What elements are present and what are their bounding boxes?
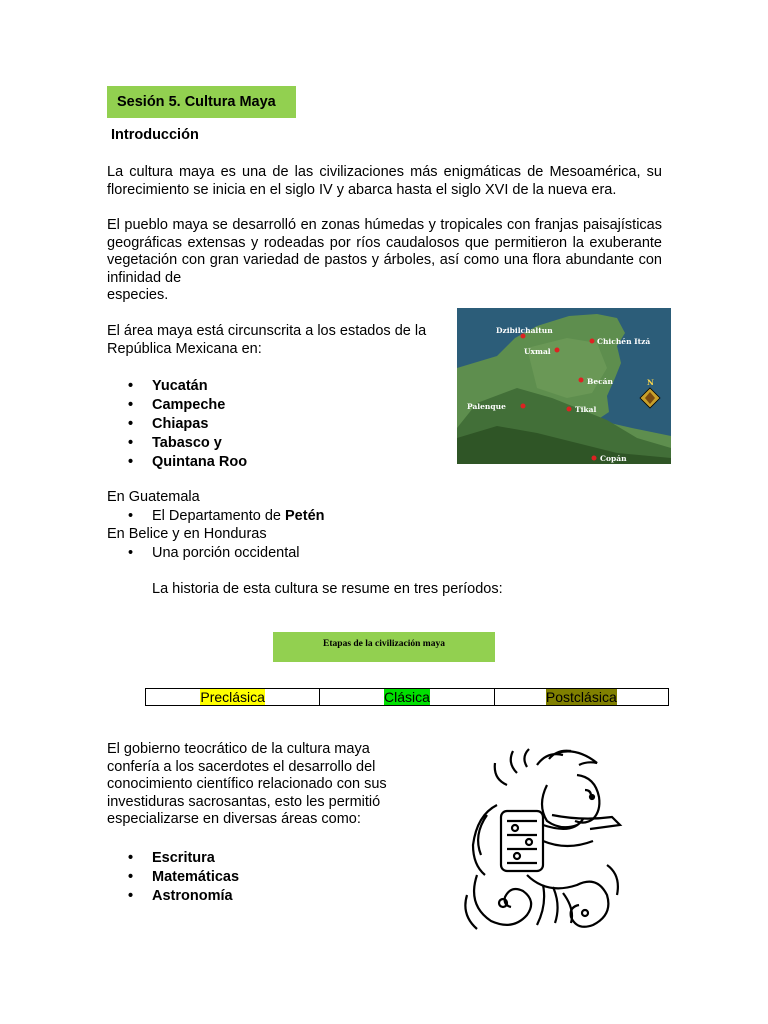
paragraph-environment: [107, 217, 662, 305]
intro-heading: Introducción: [111, 127, 199, 143]
list-item: • Quintana Roo: [128, 453, 388, 472]
paragraph-environment-text: El pueblo maya se desarrolló en zonas húmedas y tropicales con franjas paisajísticas geográficas extensas y rodeadas por ríos caudalosos que permitieron la exuberante vegetación con gran variedad de pastos y árboles, así como una flora abundante con infinidad de: [107, 217, 662, 286]
list-item: • Astronomía: [128, 887, 388, 906]
list-item: • Tabasco y: [128, 434, 388, 453]
list-item: • Matemáticas: [128, 868, 388, 887]
period-clasica: Clásica: [384, 689, 430, 705]
list-item: • Chiapas: [128, 415, 388, 434]
paragraph-area: El área maya está circunscrita a los estados de la República Mexicana en:: [107, 323, 427, 357]
list-item: • Escritura: [128, 849, 388, 868]
guatemala-item-bold: Petén: [285, 508, 325, 524]
areas-list: [128, 849, 388, 906]
table-row: [146, 689, 669, 706]
guatemala-label: En Guatemala: [107, 489, 200, 505]
maya-figure-illustration: [457, 745, 627, 940]
period-preclasica: Preclásica: [200, 689, 265, 705]
map-label-chichen-itza: Chichén Itzá: [597, 337, 651, 346]
period-cell: [146, 689, 320, 706]
map-label-becan: Becán: [587, 377, 613, 386]
history-intro: La historia de esta cultura se resume en tres períodos:: [152, 581, 503, 597]
period-cell: [320, 689, 494, 706]
periods-table: [145, 688, 669, 706]
map-label-dzibilchaltun: Dzibilchaltun: [496, 326, 553, 335]
paragraph-government: El gobierno teocrático de la cultura maya confería a los sacerdotes el desarrollo del conocimiento científico relacionado con sus investiduras sacrosantas, esto les permitió especializarse en diversas áreas como:: [107, 741, 387, 827]
map-label-copan: Copán: [600, 454, 627, 463]
list-item: [128, 507, 528, 526]
paragraph-environment-end: especies.: [107, 287, 169, 303]
states-list: [128, 377, 388, 472]
guatemala-list: [128, 507, 528, 526]
map-label-tikal: Tikal: [575, 405, 597, 414]
period-postclasica: Postclásica: [545, 689, 617, 705]
list-item: • Yucatán: [128, 377, 388, 396]
map-label-palenque: Palenque: [467, 402, 506, 411]
maya-region-map: [457, 308, 671, 464]
period-cell: [494, 689, 668, 706]
session-title: Sesión 5. Cultura Maya: [107, 86, 296, 118]
paragraph-intro: La cultura maya es una de las civilizaciones más enigmáticas de Mesoamérica, su florecimiento se inicia en el siglo IV y abarca hasta el siglo XVI de la nueva era.: [107, 164, 662, 198]
compass-north-label: N: [647, 378, 654, 387]
list-item: • Una porción occidental: [128, 544, 528, 563]
map-label-uxmal: Uxmal: [524, 347, 551, 356]
belice-list: [128, 544, 528, 563]
guatemala-item-prefix: El Departamento de: [152, 508, 285, 524]
etapas-title: Etapas de la civilización maya: [273, 632, 495, 662]
belice-label: En Belice y en Honduras: [107, 526, 267, 542]
list-item: • Campeche: [128, 396, 388, 415]
